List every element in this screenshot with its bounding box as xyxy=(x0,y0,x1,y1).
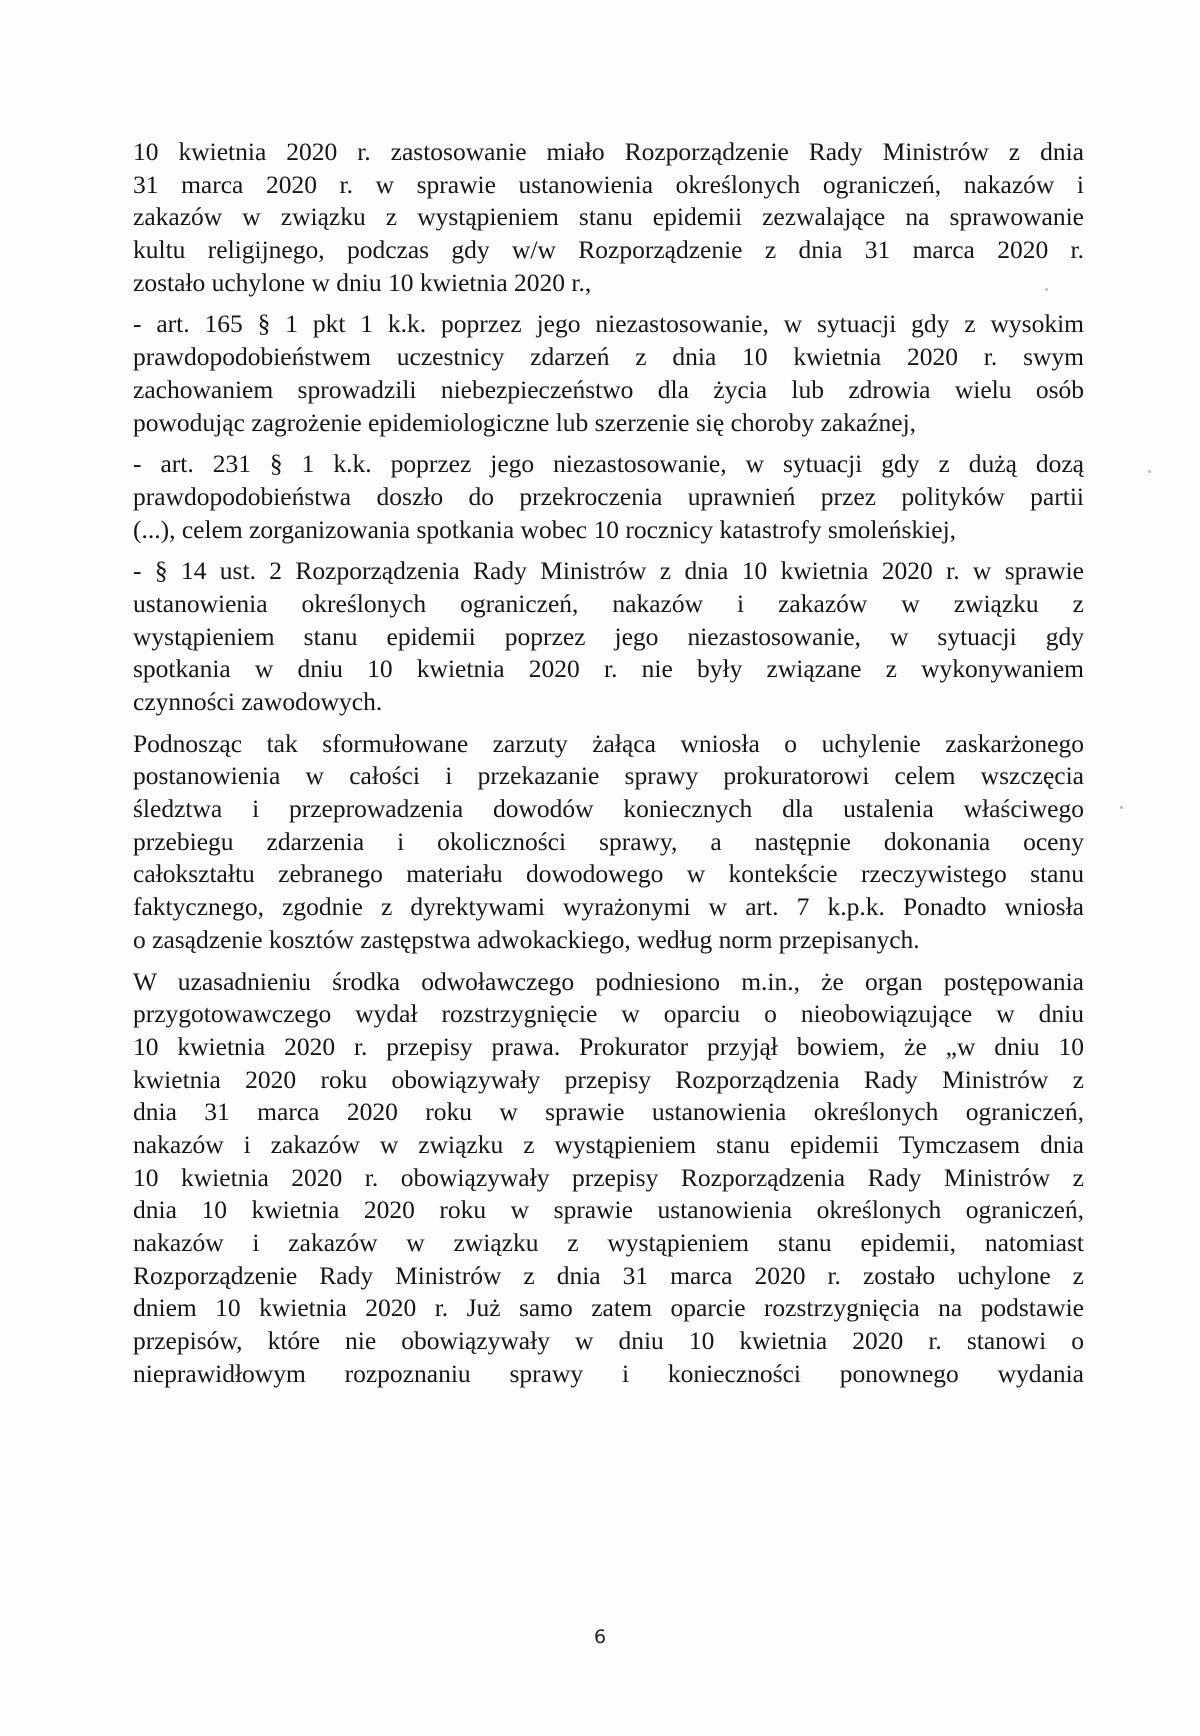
text-line: zachowaniem sprowadzili niebezpieczeństwo dla życia lub zdrowia wielu osób xyxy=(133,374,1084,404)
text-line: kultu religijnego, podczas gdy w/w Rozporządzenie z dnia 31 marca 2020 r. xyxy=(133,235,1084,265)
text-line: ustanowienia określonych ograniczeń, nakazów i zakazów w związku z xyxy=(133,588,1084,618)
text-line: całokształtu zebranego materiału dowodowego w kontekście rzeczywistego stanu xyxy=(133,859,1084,889)
text-line: wystąpieniem stanu epidemii poprzez jego niezastosowanie, w sytuacji gdy xyxy=(133,621,1084,651)
text-line: - § 14 ust. 2 Rozporządzenia Rady Ministrów z dnia 10 kwietnia 2020 r. w sprawie xyxy=(133,556,1084,586)
scan-speck xyxy=(1120,806,1123,809)
text-line: przebiegu zdarzenia i okoliczności sprawy, a następnie dokonania oceny xyxy=(133,826,1084,856)
text-line: dniem 10 kwietnia 2020 r. Już samo zatem oparcie rozstrzygnięcia na podstawie xyxy=(133,1293,1084,1323)
text-line: dnia 10 kwietnia 2020 roku w sprawie ustanowienia określonych ograniczeń, xyxy=(133,1195,1084,1225)
text-line: spotkania w dniu 10 kwietnia 2020 r. nie były związane z wykonywaniem xyxy=(133,654,1084,684)
paragraph-appeal-request xyxy=(133,728,1084,957)
scan-speck xyxy=(1045,288,1048,291)
text-line: śledztwa i przeprowadzenia dowodów koniecznych dla ustalenia właściwego xyxy=(133,794,1084,824)
text-line: przepisów, które nie obowiązywały w dniu 10 kwietnia 2020 r. stanowi o xyxy=(133,1326,1084,1356)
text-line: prawdopodobieństwem uczestnicy zdarzeń z dnia 10 kwietnia 2020 r. swym xyxy=(133,342,1084,372)
paragraph-justification xyxy=(133,966,1084,1391)
text-line: przygotowawczego wydał rozstrzygnięcie w oparciu o nieobowiązujące w dniu xyxy=(133,999,1084,1029)
paragraph-art-231 xyxy=(133,448,1084,546)
scan-speck xyxy=(1148,470,1151,473)
text-line: - art. 165 § 1 pkt 1 k.k. poprzez jego niezastosowanie, w sytuacji gdy z wysokim xyxy=(133,309,1084,339)
paragraph-section-14 xyxy=(133,555,1084,718)
paragraph-art-165 xyxy=(133,308,1084,439)
text-line: kwietnia 2020 roku obowiązywały przepisy Rozporządzenia Rady Ministrów z xyxy=(133,1064,1084,1094)
text-line: prawdopodobieństwa doszło do przekroczenia uprawnień przez polityków partii xyxy=(133,481,1084,511)
text-line: powodując zagrożenie epidemiologiczne lub szerzenie się choroby zakaźnej, xyxy=(133,407,917,437)
text-line: 31 marca 2020 r. w sprawie ustanowienia określonych ograniczeń, nakazów i xyxy=(133,169,1084,199)
page-number: 6 xyxy=(593,1626,607,1648)
text-line: Podnosząc tak sformułowane zarzuty żałąca wniosła o uchylenie zaskarżonego xyxy=(133,728,1084,758)
text-line: - art. 231 § 1 k.k. poprzez jego niezastosowanie, w sytuacji gdy z dużą dozą xyxy=(133,449,1084,479)
text-line: nakazów i zakazów w związku z wystąpieniem stanu epidemii Tymczasem dnia xyxy=(133,1129,1084,1159)
document-body xyxy=(133,136,1084,1399)
text-line: 10 kwietnia 2020 r. obowiązywały przepisy Rozporządzenia Rady Ministrów z xyxy=(133,1162,1084,1192)
text-line: nakazów i zakazów w związku z wystąpieniem stanu epidemii, natomiast xyxy=(133,1228,1084,1257)
text-line: dnia 31 marca 2020 roku w sprawie ustanowienia określonych ograniczeń, xyxy=(133,1097,1084,1127)
text-line: czynności zawodowych. xyxy=(133,687,383,716)
text-line: nieprawidłowym rozpoznaniu sprawy i konieczności ponownego wydania xyxy=(133,1358,1084,1388)
text-line: (...), celem zorganizowania spotkania wobec 10 rocznicy katastrofy smoleńskiej, xyxy=(133,514,957,544)
text-line: 10 kwietnia 2020 r. przepisy prawa. Prokurator przyjął bowiem, że „w dniu 10 xyxy=(133,1031,1084,1061)
paragraph-regulation-applicability xyxy=(133,136,1084,299)
text-line: o zasądzenie kosztów zastępstwa adwokackiego, według norm przepisanych. xyxy=(133,924,920,954)
text-line: postanowienia w całości i przekazanie sprawy prokuratorowi celem wszczęcia xyxy=(133,761,1084,791)
text-line: 10 kwietnia 2020 r. zastosowanie miało Rozporządzenie Rady Ministrów z dnia xyxy=(133,137,1084,166)
text-line: W uzasadnieniu środka odwoławczego podniesiono m.in., że organ postępowania xyxy=(133,966,1084,996)
text-line: zakazów w związku z wystąpieniem stanu epidemii zezwalające na sprawowanie xyxy=(133,202,1084,232)
text-line: Rozporządzenie Rady Ministrów z dnia 31 marca 2020 r. zostało uchylone z xyxy=(133,1260,1084,1290)
text-line: faktycznego, zgodnie z dyrektywami wyrażonymi w art. 7 k.p.k. Ponadto wniosła xyxy=(133,892,1084,922)
text-line: zostało uchylone w dniu 10 kwietnia 2020 r., xyxy=(133,267,592,297)
